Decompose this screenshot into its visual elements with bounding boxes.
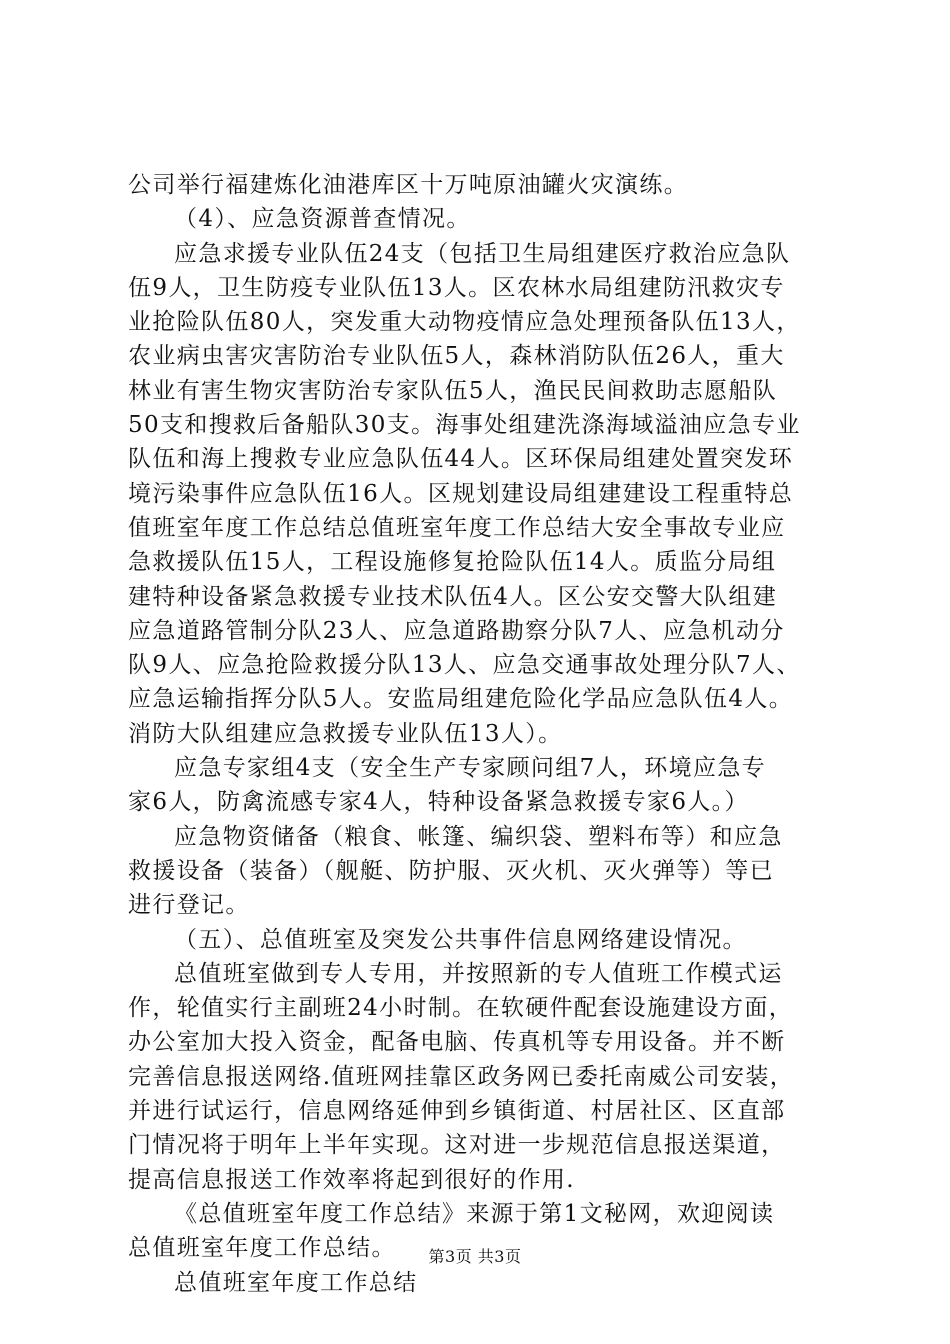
text-line: 并进行试运行，信息网络延伸到乡镇街道、村居社区、区直部 bbox=[128, 1098, 786, 1125]
text-line: 伍9人，卫生防疫专业队伍13人。区农林水局组建防汛救灾专 bbox=[128, 274, 785, 301]
text-line: 总值班室年度工作总结 bbox=[174, 1269, 418, 1296]
text-line: 农业病虫害灾害防治专业队伍5人，森林消防队伍26人，重大 bbox=[128, 343, 785, 370]
text-line: （五）、总值班室及突发公共事件信息网络建设情况。 bbox=[174, 926, 747, 953]
text-line: 办公室加大投入资金，配备电脑、传真机等专用设备。并不断 bbox=[128, 1029, 786, 1056]
text-line: 总值班室做到专人专用，并按照新的专人值班工作模式运 bbox=[174, 960, 783, 987]
text-line: 消防大队组建应急救援专业队伍13人）。 bbox=[128, 720, 563, 747]
text-line: 应急道路管制分队23人、应急道路勘察分队7人、应急机动分 bbox=[128, 617, 785, 644]
text-line: 队伍和海上搜救专业应急队伍44人。区环保局组建处置突发环 bbox=[128, 446, 794, 473]
text-line: 境污染事件应急队伍16人。区规划建设局组建建设工程重特总 bbox=[128, 480, 794, 507]
text-line: 应急运输指挥分队5人。安监局组建危险化学品应急队伍4人。 bbox=[128, 686, 794, 713]
text-line: 值班室年度工作总结总值班室年度工作总结大安全事故专业应 bbox=[128, 514, 786, 541]
text-line: 总值班室年度工作总结。 bbox=[128, 1235, 396, 1262]
text-line: 进行登记。 bbox=[128, 892, 250, 919]
text-line: 应急物资储备（粮食、帐篷、编织袋、塑料布等）和应急 bbox=[174, 823, 783, 850]
text-line: 家6人，防禽流感专家4人，特种设备紧急救援专家6人。） bbox=[128, 789, 749, 816]
text-line: 提高信息报送工作效率将起到很好的作用. bbox=[128, 1166, 575, 1193]
text-line: 应急专家组4支（安全生产专家顾问组7人，环境应急专 bbox=[174, 755, 767, 782]
text-line: 公司举行福建炼化油港库区十万吨原油罐火灾演练。 bbox=[128, 172, 689, 198]
document-body bbox=[128, 168, 828, 1300]
text-line: 50支和搜救后备船队30支。海事处组建洗涤海域溢油应急专业 bbox=[128, 412, 801, 439]
text-line: 作，轮值实行主副班24小时制。在软硬件配套设施建设方面， bbox=[128, 995, 794, 1022]
text-line: 急救援队伍15人，工程设施修复抢险队伍14人。质监分局组 bbox=[128, 549, 777, 576]
text-line: 林业有害生物灾害防治专家队伍5人，渔民民间救助志愿船队 bbox=[128, 377, 778, 404]
text-line: 完善信息报送网络.值班网挂靠区政务网已委托南威公司安装， bbox=[128, 1063, 795, 1090]
text-line: 《总值班室年度工作总结》来源于第1文秘网，欢迎阅读 bbox=[174, 1200, 775, 1227]
text-line: 门情况将于明年上半年实现。这对进一步规范信息报送渠道， bbox=[128, 1132, 786, 1159]
text-line: （4）、应急资源普查情况。 bbox=[174, 206, 471, 233]
text-line: 建特种设备紧急救援专业技术队伍4人。区公安交警大队组建 bbox=[128, 583, 778, 610]
text-line: 救援设备（装备）（舰艇、防护服、灭火机、灭火弹等）等已 bbox=[128, 857, 774, 884]
text-line: 队9人、应急抢险救援分队13人、应急交通事故处理分队7人、 bbox=[128, 652, 801, 679]
text-line: 应急求援专业队伍24支（包括卫生局组建医疗救治应急队 bbox=[174, 240, 791, 267]
page-footer: 第3页 共3页 bbox=[428, 1247, 522, 1266]
text-line: 业抢险队伍80人，突发重大动物疫情应急处理预备队伍13人， bbox=[128, 309, 801, 336]
